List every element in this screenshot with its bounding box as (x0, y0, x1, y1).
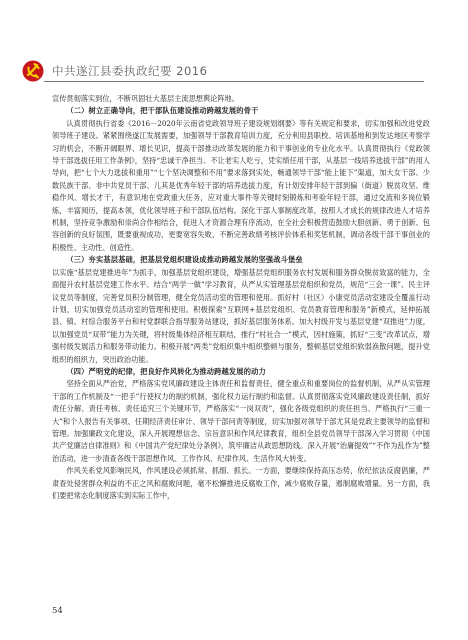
paragraph: 以实施“基层党建推进年”为抓手，加强基层党组织建设，增强基层党组织服务农村发展和服务群众脱贫致富的能力，全面提升农村基层党建工作水平。结合“两学一做”学习教育，从严从实管理基层党组织和党员，规范“三会一课”、民主评议党员等制度，完善党员积分制管理，健全党员活动室的管理和使用。抓好村（社区）小康党员活动室建设全覆盖行动计划，切实加强党员活动室的管理和使用。积极探索“互联网+基层党组织、党员教育管理和服务”新模式，延伸拓展县、镇、村综合服务平台和村党群联合指导服务站建设，抓好基层服务体系。加大村级开发与基层党建“双推进”力度，以加强党员“双带”能力为关键，将村级集体经济相互联结，推行“村社合一”模式，因村施策，抓好“三变”改革试点，增强村级发展活力和服务带动能力。积极开展“两类”党组织集中组织整顿与服务，整顿基层党组织软弱涣散问题，提升党组织的组织力，突出政治功能。 (52, 267, 430, 364)
body-text (52, 93, 430, 502)
paragraph: 宣传贯彻落实到位，不断巩固壮大基层主流思想舆论阵地。 (52, 94, 239, 103)
paragraph: 作风关系党风影响民风，作风建设必须抓常、抓细、抓长。一方面，要继续保持高压态势，依纪依法反腐倡廉，严肃查处侵害群众利益的不正之风和腐败问题，毫不松懈推进反腐败工作，减少腐败存量，遏制腐败增量。另一方面，我们要把常态化制度落实到实际工作中， (52, 466, 430, 500)
section-heading: （二）树立正确导向，把干部队伍建设推动跨越发展的骨干 (66, 106, 259, 116)
paragraph: 坚持全面从严治党，严格落实党风廉政建设主体责任和监督责任，健全重点和重要岗位的监督机制，从严从实管理干部的工作机制及“一把手”行使权力的制约机制，强化权力运行制约和监督。认真贯彻落实党风廉政建设责任制，抓好责任分解、责任考核、责任追究三个关键环节，严格落实“一岗双责”，强化各级党组织的责任担当、严格执行“三重一大”和个人报告有关事项、任期经济责任审计、领导干部问责等制度，切实加强对领导干部尤其是党政主要领导的监督和管理。加强廉政文化建设，深入开展理想信念、宗旨意识和作风纪律教育，组织全县党员领导干部深入学习贯彻《中国共产党廉洁自律准则》和《中国共产党纪律处分条例》，筑牢廉洁从政思想防线。深入开展“治庸提效”“不作为乱作为”整治活动，进一步清查各级干部思想作风、工作作风、纪律作风、生活作风大转变。 (52, 379, 430, 463)
section-heading: （三）夯实基层基础，把基层党组织建设成推动跨越发展的坚强战斗堡垒 (66, 255, 303, 265)
communist-party-emblem-icon (22, 60, 44, 82)
header-title: 中共遂江县委执政纪要 2016 (52, 64, 208, 78)
paragraph: 认真贯彻执行省委《2016－2020年云南省党政领导班子建设规划纲要》等有关规定和要求，切实加强和改进党政领导班子建设。紧紧围绕遂江发展需要，加强领导干部教育培训力度，充分利用县职校、培训基地和到发达地区考察学习的机会，不断开阔眼界、增长见识，提高干部推动改革发展的能力和干事创业的专业化水平。认真贯彻执行《党政领导干部选拔任用工作条例》，坚持“忠诚干净担当、不让老实人吃亏，凭实绩任用干部，从基层一线培养选拔干部”的用人导向，把“七个大力选拔和重用”“七个坚决调整和不用”要求落到实处，畅通领导干部“能上能下”渠道，加大女干部、少数民族干部、非中共党员干部、儿其是优秀年轻干部的培养选拔力度，有计划安排年轻干部到偏（街道）脱贫攻坚、维稳作风、增长才干，有意识地在党政重大任务，应对重大事件等关键时刻锻炼和考验年轻干部，通过交流和多岗位锻炼，丰富阅历，提高本领，优化领导班子和干部队伍结构。深化干部人事制度改革，按照人才成长的规律改进人才培养机制，坚持竞争激励和崇尚合作相结合，促进人才资源合理有序流动，在全社会积极营造鼓励大胆创新、勇于创新、包容创新的良好氛围，既要重视成功，更要宽容失败，不断完善政绩考核评价体系和奖惩机制，调动各级干部干事创业的积极性、主动性、创造性。 (52, 118, 430, 252)
header-divider (44, 81, 424, 82)
section-heading: （四）严明党的纪律，把良好作风转化为推动跨越发展的动力 (66, 366, 266, 376)
page-header (0, 60, 468, 82)
page-number: 54 (52, 606, 63, 616)
